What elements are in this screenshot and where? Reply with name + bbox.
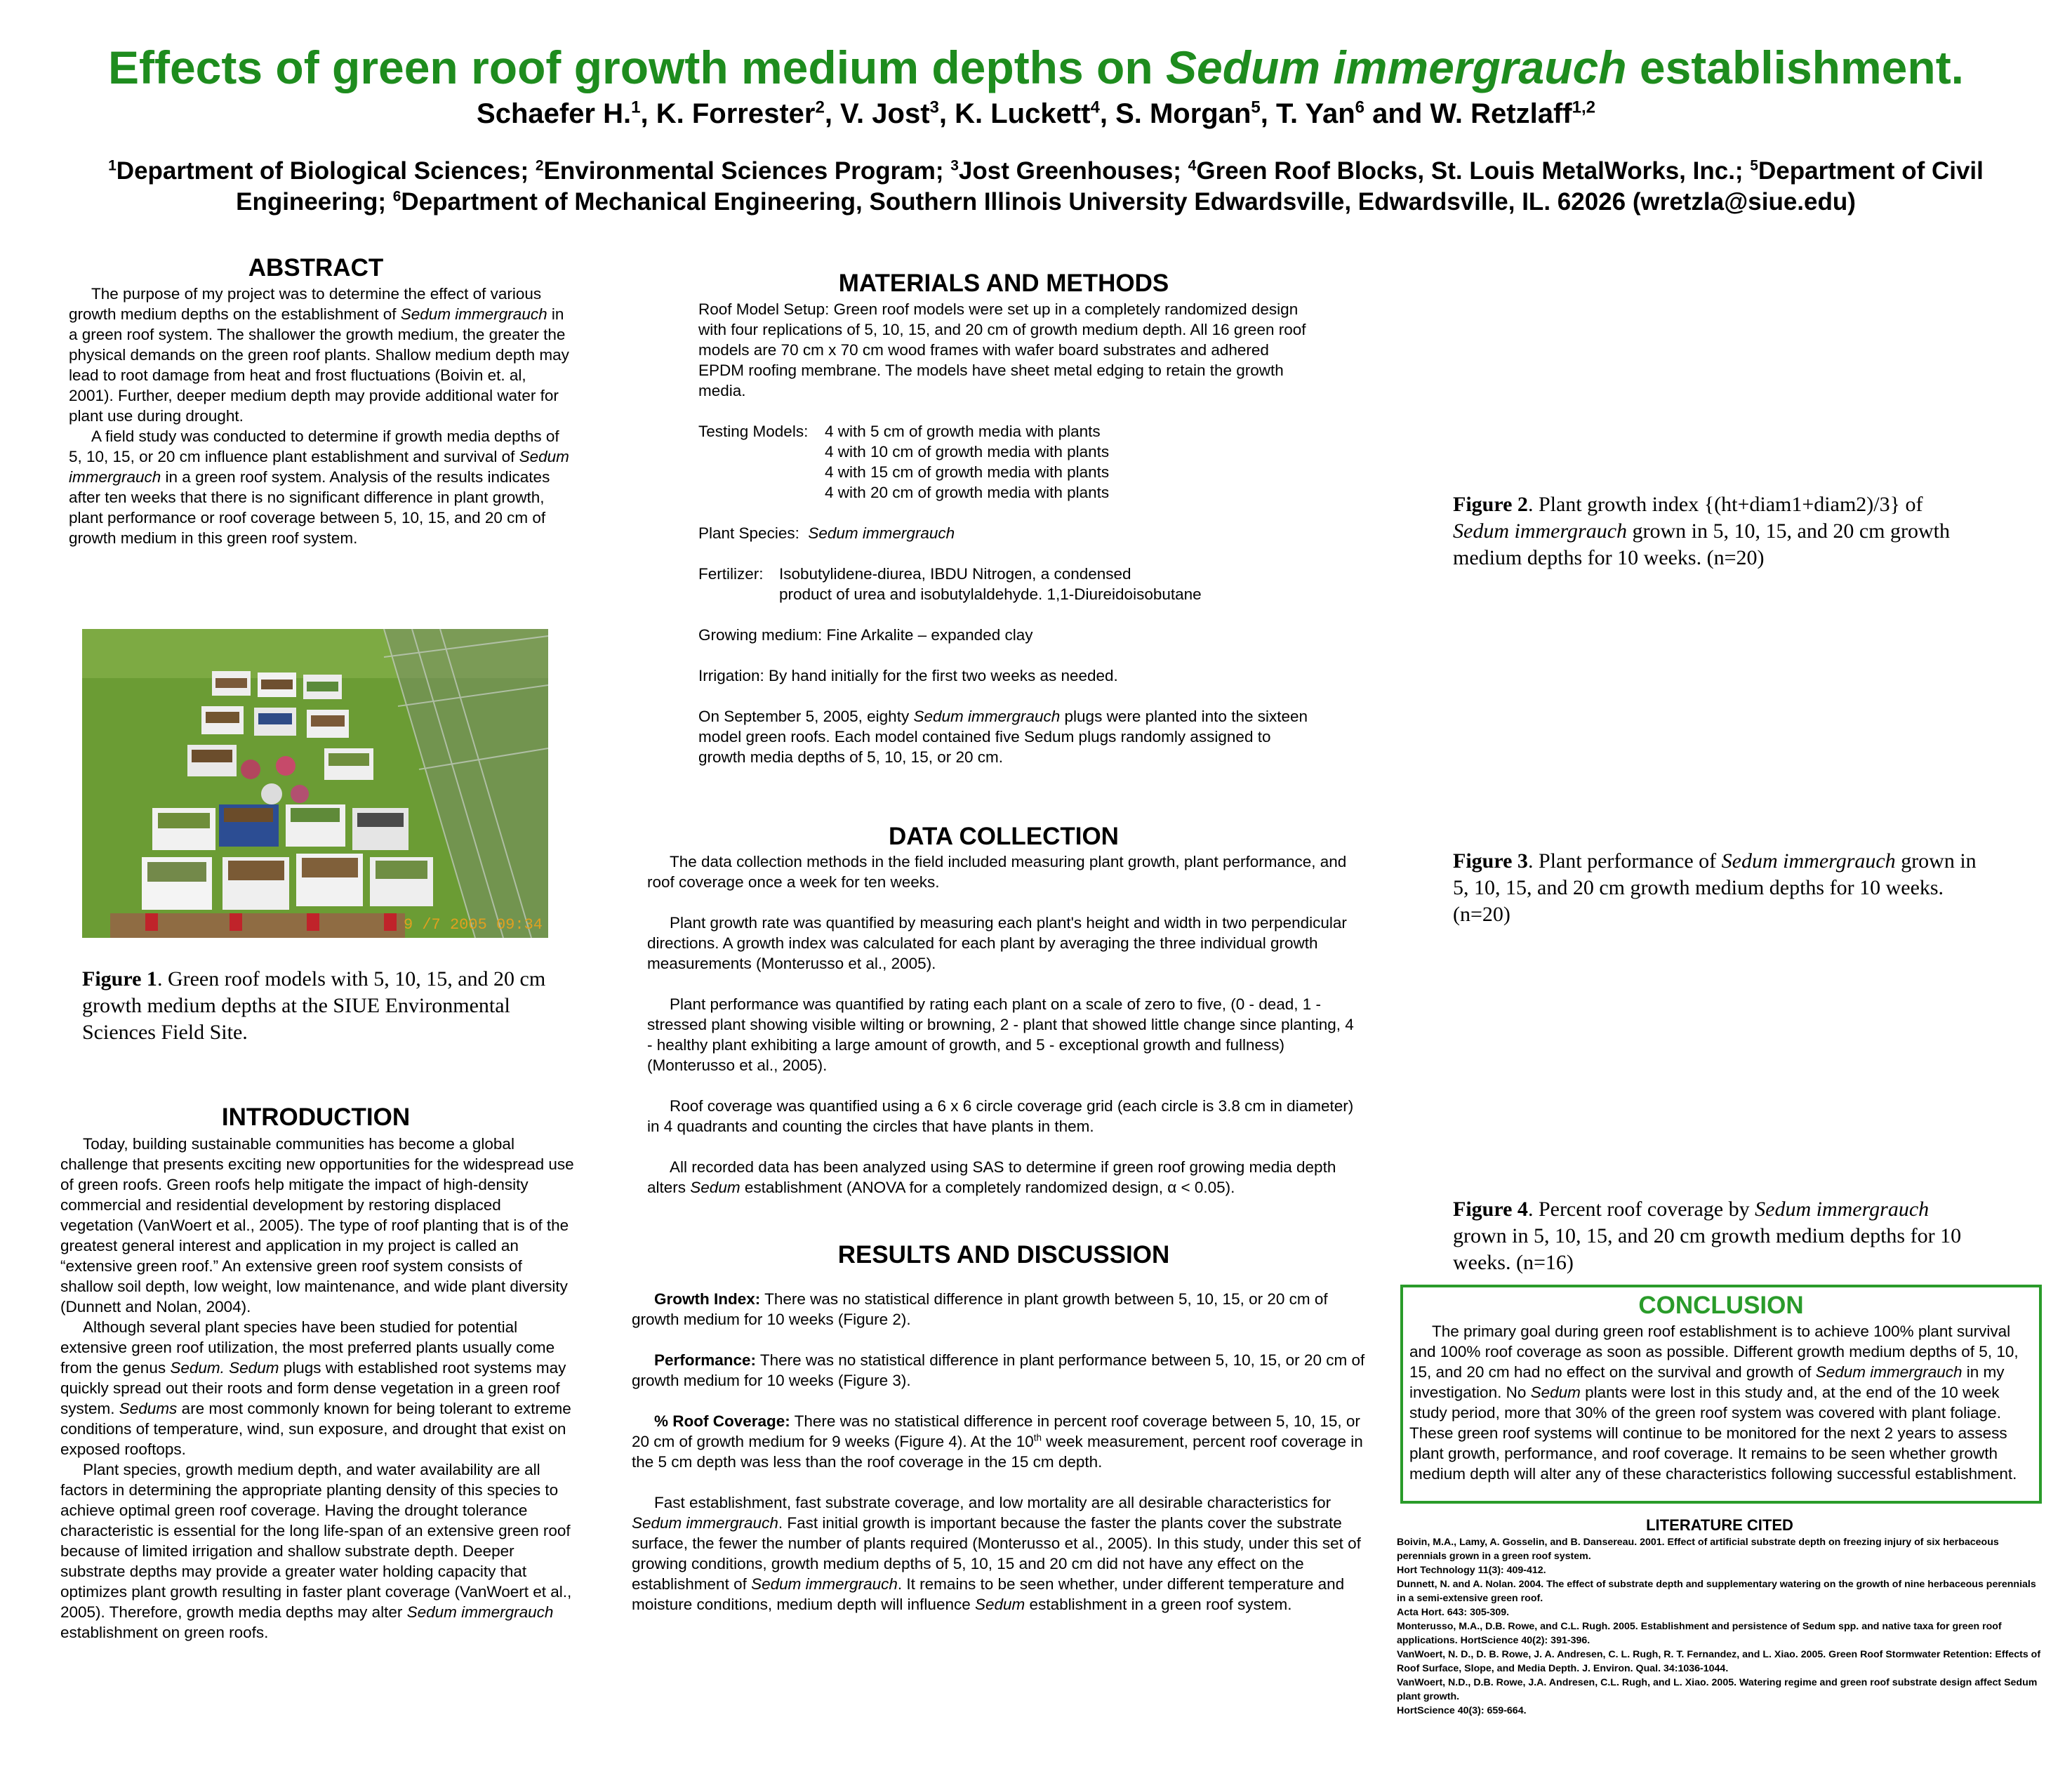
roof-coverage-result: % Roof Coverage: There was no statistical difference in percent roof coverage between 5, 10, 15, or 20 cm of growth medium for 9 weeks (Figure 4). At the 10th week measurement, percent roof coverage in the 5 cm depth was less than the roof coverage in the 15 cm depth. [632, 1412, 1363, 1471]
intro-paragraph: Today, building sustainable communities has become a global challenge that presents exciting new opportunities for the widespread use of green roofs. Green roofs help mitigate the impact of high-density commercial and residential development by restoring displaced vegetation (VanWoert et al., 2005). The type of roof planting that is of the greatest general interest and application in my project is called an “extensive green roof.” An extensive green roof system consists of shallow soil depth, low weight, low maintenance, and wide plant diversity (Dunnett and Nolan, 2004). [60, 1135, 574, 1316]
reference-item: Boivin, M.A., Lamy, A. Gosselin, and B. Dansereau. 2001. Effect of artificial substrate depth on freezing injury of six herbaceous perennials grown in a green roof system. [1397, 1537, 1999, 1562]
results-heading: RESULTS AND DISCUSSION [837, 1241, 1170, 1268]
affiliations: $^1$Department of Biological Sciences; $^2$Environmental Sciences Program; $^3$Jost Greenhouses; $^4$Green Roof Blocks, St. Louis MetalWorks, Inc.; $^5$Department of Civil Engineering; $^6$Department of Mechanical Engineering, Southern Illinois University Edwardsville, Edwardsville, IL. 62026 (wretzla@siue.edu) [108, 157, 1984, 216]
dc-paragraph: All recorded data has been analyzed using SAS to determine if green roof growing media depth alters Sedum establishment (ANOVA for a completely randomized design, α < 0.05). [647, 1158, 1336, 1196]
figure1-caption: Figure 1. Green roof models with 5, 10, 15, and 20 cm growth medium depths at the SIUE Environmental Sciences Field Site. [82, 967, 546, 1044]
data-collection-body [647, 852, 1356, 1198]
author: , V. Jost [824, 98, 930, 129]
testing-model-item: 4 with 10 cm of growth media with plants [825, 443, 1110, 461]
literature-list [1397, 1535, 2046, 1718]
dc-paragraph: Plant performance was quantified by rating each plant on a scale of zero to five, (0 - dead, 1 - stressed plant showing visible wilting or browning, 2 - plant that showed little change since planting, 4 - healthy plant exhibiting a large amount of growth, and 5 - exceptional growth and fullness) (Monterusso et al., 2005). [647, 995, 1354, 1074]
abstract-body [69, 284, 574, 548]
methods-body: Roof Model Setup: Green roof models were set up in a completely randomized design with four replications of 5, 10, 15, and 20 cm of growth medium depth. All 16 green roof models are 70 cm x 70 cm wood frames with wafer board substrates and adhered EPDM roofing membrane. The models have sheet metal edging to retain the growth media. Testing Models: 4 with 5 cm of growth media with plants 4 with 10 cm of growth media with plants 4 with 15 cm of growth media with plants 4 with 20 cm of growth media with plants Plant Species: Sedum immergrauch Fertilizer: Isobutylidene-diurea, IBDU Nitrogen, a condensed product of urea and isobutylaldehyde. 1,1-Diureidoisobutane Growing medium: Fine Arkalite – expanded clay Irrigation: By hand initially for the first two weeks as needed. On September 5, 2005, eighty Sedum immergrauch plugs were planted into the sixteen model green roofs. Each model contained five Sedum plugs randomly assigned to growth media depths of 5, 10, 15, or 20 cm. [698, 299, 1313, 767]
intro-paragraph: Although several plant species have been studied for potential extensive green roof utilization, the most preferred plants usually come from the genus Sedum. Sedum plugs with established root systems may quickly spread out their roots and form dense vegetation in a green roof system. Sedums are most commonly known for being tolerant to extreme conditions of temperature, wind, sun exposure, and drought that exist on exposed rooftops. [60, 1318, 571, 1458]
reference-item: Hort Technology 11(3): 409-412. [1397, 1565, 1546, 1576]
fertilizer-row: Fertilizer: Isobutylidene-diurea, IBDU Nitrogen, a condensed [698, 565, 1131, 583]
testing-models-row: Testing Models: 4 with 5 cm of growth media with plants [698, 423, 1101, 440]
intro-paragraph: Plant species, growth medium depth, and water availability are all factors in determining the appropriate planting density of this species to achieve optimal green roof coverage. Having the drought tolerance characteristic is essential for the long life-span of an extensive green roof because of limited irrigation and shallow substrate depth. Deeper substrate depths may provide a greater water holding capacity that optimizes plant growth resulting in faster plant coverage (VanWoert et al., 2005). Therefore, growth media depths may alter Sedum immergrauch establishment on green roofs. [60, 1461, 572, 1641]
figure2-caption: Figure 2. Plant growth index {(ht+diam1+diam2)/3} of Sedum immergrauch grown in 5, 10, 15, and 20 cm growth medium depths for 10 weeks. (n=20) [1453, 493, 1950, 569]
reference-item: Monterusso, M.A., D.B. Rowe, and C.L. Rugh. 2005. Establishment and persistence of Sedum spp. and native taxa for green roof applications. HortScience 40(2): 391-396. [1397, 1621, 2002, 1646]
testing-model-item: 4 with 20 cm of growth media with plants [825, 484, 1110, 501]
abstract-heading: ABSTRACT [248, 254, 384, 281]
dc-paragraph: Plant growth rate was quantified by measuring each plant's height and width in two perpendicular directions. A growth index was calculated for each plant by averaging the three individual growth measurements (Monterusso et al., 2005). [647, 914, 1347, 972]
author: , K. Forrester [640, 98, 816, 129]
reference-item: VanWoert, N. D., D. B. Rowe, J. A. Andresen, C. L. Rugh, R. T. Fernandez, and L. Xiao. 2005. Green Roof Stormwater Retention: Effects of Roof Surface, Slope, and Media Depth. J. Environ. Qual. 34:1036-1044. [1397, 1649, 2041, 1674]
introduction-heading: INTRODUCTION [221, 1104, 411, 1131]
irrigation: Irrigation: By hand initially for the first two weeks as needed. [698, 667, 1118, 684]
abstract-paragraph: The purpose of my project was to determine the effect of various growth medium depths on the establishment of Sedum immergrauch in a green roof system. The shallower the growth medium, the greater the physical demands on the green roof plants. Shallow medium depth may lead to root damage from heat and frost fluctuations (Boivin et. al, 2001). Further, deeper medium depth may provide additional water for plant use during drought. [69, 285, 569, 425]
author: , T. Yan [1260, 98, 1355, 129]
testing-model-item: 4 with 15 cm of growth media with plants [825, 463, 1110, 481]
author: and W. Retzlaff [1364, 98, 1572, 129]
conclusion-heading: CONCLUSION [1638, 1292, 1804, 1319]
author-list: Schaefer H.$^1$, K. Forrester$^2$, V. Jost$^3$, K. Luckett$^4$, S. Morgan$^5$, T. Yan$^6$ and W. Retzlaff$^{1,2}$ [477, 98, 1595, 129]
poster-title: Effects of green roof growth medium depths on Sedum immergrauch establishment. [107, 41, 1965, 93]
photo-timestamp: 9 /7 2005 09:34 [403, 916, 543, 934]
discussion-paragraph: Fast establishment, fast substrate coverage, and low mortality are all desirable characteristics for Sedum immergrauch. Fast initial growth is important because the faster the plants cover the substrate surface, the fewer the number of plants required (Monterusso et al., 2005). In this study, under this set of growing conditions, growth medium depths of 5, 10, 15 and 20 cm did not have any effect on the establishment of Sedum immergrauch. It remains to be seen whether, under different temperature and moisture conditions, medium depth will influence Sedum establishment in a green roof system. [632, 1494, 1361, 1613]
roof-model-setup: Roof Model Setup: Green roof models were set up in a completely randomized design with four replications of 5, 10, 15, and 20 cm of growth medium depth. All 16 green roof models are 70 cm x 70 cm wood frames with wafer board substrates and adhered EPDM roofing membrane. The models have sheet metal edging to retain the growth media. [698, 300, 1306, 399]
performance-result: Performance: There was no statistical difference in plant performance between 5, 10, 15, or 20 cm of growth medium for 10 weeks (Figure 3). [632, 1351, 1365, 1389]
abstract-paragraph: A field study was conducted to determine if growth media depths of 5, 10, 15, or 20 cm influence plant establishment and survival of Sedum immergrauch in a green roof system. Analysis of the results indicates after ten weeks that there is no significant difference in plant growth, plant performance or roof coverage between 5, 10, 15, and 20 cm of growth medium in this green roof system. [69, 428, 569, 547]
conclusion-paragraph: The primary goal during green roof establishment is to achieve 100% plant survival and 100% roof coverage as soon as possible. Different growth medium depths of 5, 10, 15, and 20 cm had no effect on the survival and growth of Sedum immergrauch in my investigation. No Sedum plants were lost in this study and, at the end of the 10 week study period, more that 30% of the green roof system was covered with plant foliage. These green roof systems will continue to be monitored for the next 2 years to assess plant growth, performance, and roof coverage. It remains to be seen whether growth medium depth will alter any of these characteristics following successful establishment. [1409, 1323, 2019, 1483]
planting-info: On September 5, 2005, eighty Sedum immergrauch plugs were planted into the sixteen model green roofs. Each model contained five Sedum plugs randomly assigned to growth media depths of 5, 10, 15, or 20 cm. [698, 708, 1308, 766]
author: , S. Morgan [1099, 98, 1251, 129]
results-body [632, 1289, 1369, 1615]
conclusion-body [1409, 1321, 2034, 1484]
green-roof-models-illustration [82, 629, 548, 938]
figure3-caption: Figure 3. Plant performance of Sedum immergrauch grown in 5, 10, 15, and 20 cm growth medium depths for 10 weeks. (n=20) [1453, 849, 1977, 926]
dc-paragraph: The data collection methods in the field included measuring plant growth, plant performance, and roof coverage once a week for ten weeks. [647, 853, 1347, 891]
field-site-photo [82, 629, 548, 938]
dc-paragraph: Roof coverage was quantified using a 6 x 6 circle coverage grid (each circle is 3.8 cm in diameter) in 4 quadrants and counting the circles that have plants in them. [647, 1097, 1354, 1135]
methods-heading: MATERIALS AND METHODS [838, 270, 1169, 297]
figure4-caption: Figure 4. Percent roof coverage by Sedum immergrauch grown in 5, 10, 15, and 20 cm growth medium depths for 10 weeks. (n=16) [1453, 1198, 1962, 1274]
reference-item: Acta Hort. 643: 305-309. [1397, 1607, 1510, 1618]
data-collection-heading: DATA COLLECTION [889, 823, 1119, 850]
plant-species: Plant Species: Sedum immergrauch [698, 524, 955, 542]
growth-index-result: Growth Index: There was no statistical difference in plant growth between 5, 10, 15, or 20 cm of growth medium for 10 weeks (Figure 2). [632, 1290, 1328, 1328]
literature-heading: LITERATURE CITED [1646, 1516, 1793, 1534]
reference-item: HortScience 40(3): 659-664. [1397, 1705, 1527, 1716]
author: Schaefer H. [477, 98, 632, 129]
growing-medium: Growing medium: Fine Arkalite – expanded clay [698, 626, 1033, 644]
introduction-body [60, 1134, 576, 1643]
reference-item: VanWoert, N.D., D.B. Rowe, J.A. Andresen, C.L. Rugh, and L. Xiao. 2005. Watering regime and green roof substrate design affect Sedum plant growth. [1397, 1677, 2038, 1702]
reference-item: Dunnett, N. and A. Nolan. 2004. The effect of substrate depth and supplementary watering on the growth of nine herbaceous perennials in a semi-extensive green roof. [1397, 1579, 2036, 1604]
author: , K. Luckett [938, 98, 1091, 129]
